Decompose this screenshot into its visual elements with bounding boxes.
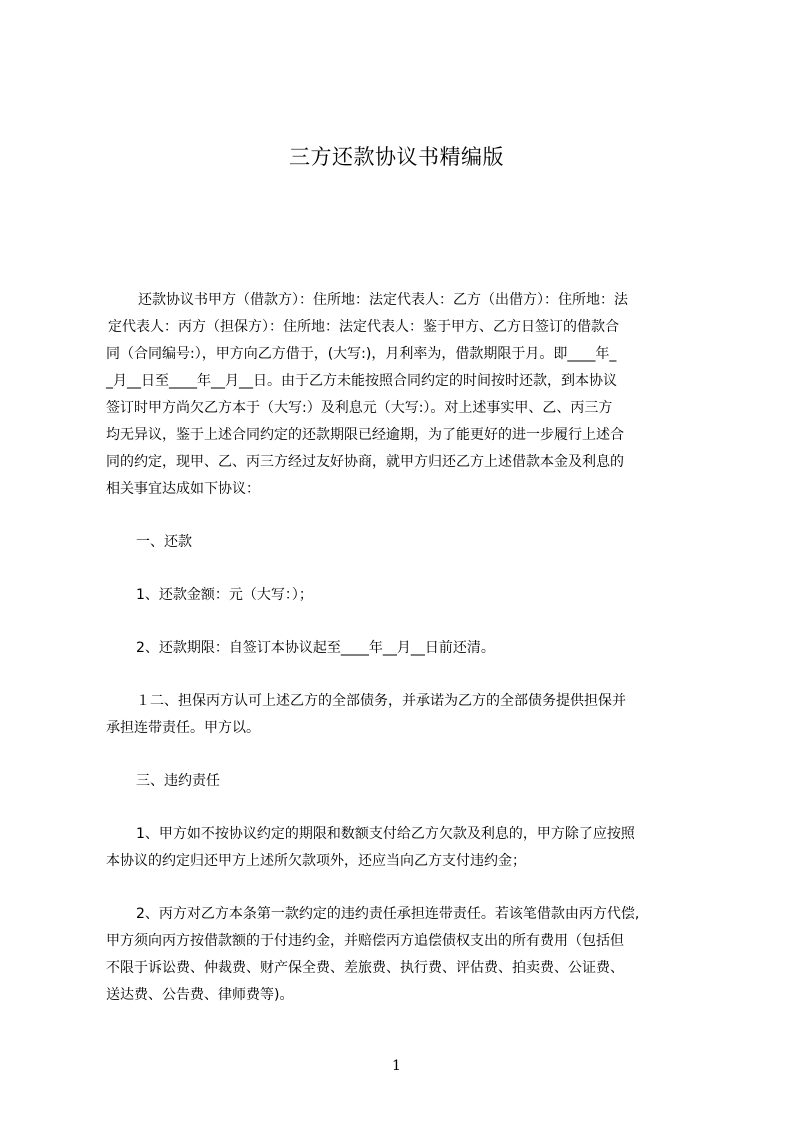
intro-line-5: 签订时甲方尚欠乙方本于（大写:）及利息元（大写:）。对上述事实甲、乙、丙三方 xyxy=(106,400,613,416)
clause-liability-1-line-2: 本协议的约定归还甲方上述所欠款项外，还应当向乙方支付违约金； xyxy=(106,853,526,869)
intro-line-6: 均无异议，鉴于上述合同约定的还款期限已经逾期，为了能更好的进一步履行上述合 xyxy=(106,427,624,443)
clause-liability-2-line-2: 甲方须向丙方按借款额的于付违约金，并赔偿丙方追偿债权支出的所有费用（包括但 xyxy=(106,933,624,949)
section-guarantee-line-1: １二、担保丙方认可上述乙方的全部债务，并承诺为乙方的全部债务提供担保并 xyxy=(136,693,626,709)
clause-repayment-deadline: 2、还款期限：自签订本协议起至____年__月__日前还清。 xyxy=(136,640,495,656)
intro-line-7: 同的约定，现甲、乙、丙三方经过友好协商，就甲方归还乙方上述借款本金及利息的 xyxy=(106,454,624,470)
page-number: 1 xyxy=(392,1058,401,1074)
clause-liability-1-line-1: 1、甲方如不按协议约定的期限和数额支付给乙方欠款及利息的，甲方除了应按照 xyxy=(136,826,635,842)
page-title: 三方还款协议书精编版 xyxy=(289,145,504,169)
clause-repayment-amount: 1、还款金额：元（大写：）； xyxy=(136,587,313,603)
section-guarantee-line-2: 承担连带责任。甲方以。 xyxy=(106,720,260,736)
intro-line-3: 同（合同编号:），甲方向乙方借于，(大写:)，月利率为，借款期限于月。即____年_ xyxy=(106,346,617,362)
intro-line-2: 定代表人：丙方（担保方）：住所地：法定代表人：鉴于甲方、乙方日签订的借款合 xyxy=(108,319,619,335)
clause-liability-2-line-3: 不限于诉讼费、仲裁费、财产保全费、差旅费、执行费、评估费、拍卖费、公证费、 xyxy=(106,960,624,976)
section-heading-liability: 三、违约责任 xyxy=(136,773,220,789)
clause-liability-2-line-4: 送达费、公告费、律师费等)。 xyxy=(106,987,294,1003)
intro-line-4: _月__日至____年__月__日。由于乙方未能按照合同约定的时间按时还款，到本协议 xyxy=(106,373,617,389)
section-heading-repayment: 一、还款 xyxy=(136,534,192,550)
clause-liability-2-line-1: 2、丙方对乙方本条第一款约定的违约责任承担连带责任。若该笔借款由丙方代偿, xyxy=(136,906,640,922)
intro-line-8: 相关事宜达成如下协议： xyxy=(106,481,260,497)
intro-line-1: 还款协议书甲方（借款方）：住所地：法定代表人：乙方（出借方）：住所地：法 xyxy=(138,292,628,308)
